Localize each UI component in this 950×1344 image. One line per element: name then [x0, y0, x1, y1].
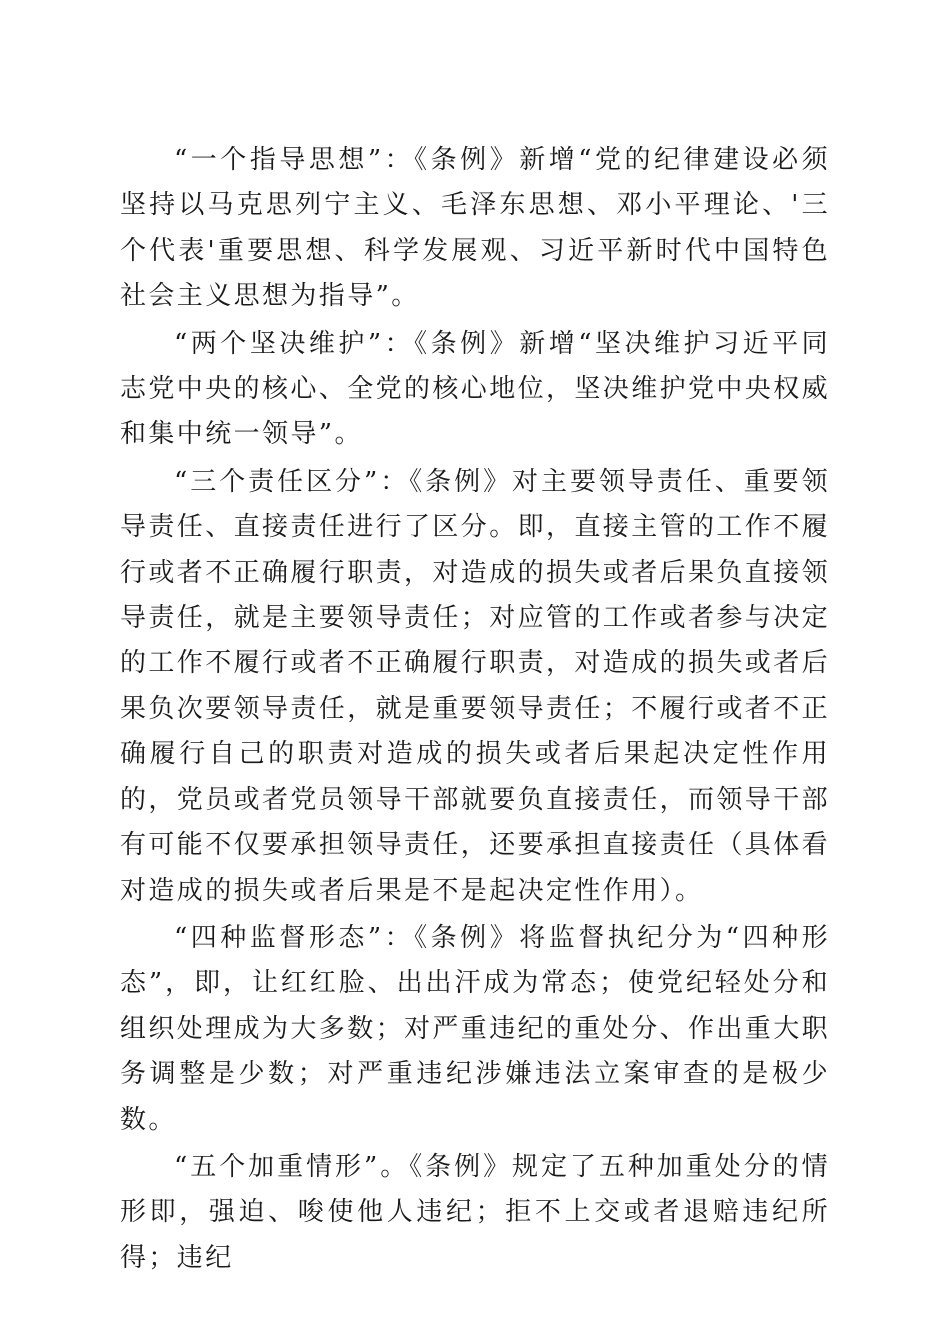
paragraph-two-resolute-safeguards: “两个坚决维护”：《条例》新增“坚决维护习近平同志党中央的核心、全党的核心地位，坚决维护党中央权威和集中统一领导”。 [120, 328, 831, 450]
paragraph-five-aggravating-circumstances: “五个加重情形”。《条例》规定了五种加重处分的情形即，强迫、唆使他人违纪；拒不上交或者退赔违纪所得；违纪 [120, 1151, 830, 1273]
document-page [120, 138, 830, 1283]
paragraph-four-supervision-forms: “四种监督形态”：《条例》将监督执纪分为“四种形态”，即，让红红脸、出出汗成为常态；使党纪轻处分和组织处理成为大多数；对严重违纪的重处分、作出重大职务调整是少数；对严重违纪涉嫌违法立案审查的是极少数。 [120, 922, 831, 1135]
paragraph-three-responsibility-distinctions: “三个责任区分”：《条例》对主要领导责任、重要领导责任、直接责任进行了区分。即，直接主管的工作不履行或者不正确履行职责，对造成的损失或者后果负直接领导责任，就是主要领导责任；对应管的工作或者参与决定的工作不履行或者不正确履行职责，对造成的损失或者后果负次要领导责任，就是重要领导责任；不履行或者不正确履行自己的职责对造成的损失或者后果起决定性作用的，党员或者党员领导干部就要负直接责任，而领导干部有可能不仅要承担领导责任，还要承担直接责任（具体看对造成的损失或者后果是不是起决定性作用）。 [120, 466, 831, 906]
paragraph-one-guiding-thought: “一个指导思想”：《条例》新增“党的纪律建设必须坚持以马克思列宁主义、毛泽东思想、邓小平理论、'三个代表'重要思想、科学发展观、习近平新时代中国特色社会主义思想为指导”。 [120, 145, 830, 312]
